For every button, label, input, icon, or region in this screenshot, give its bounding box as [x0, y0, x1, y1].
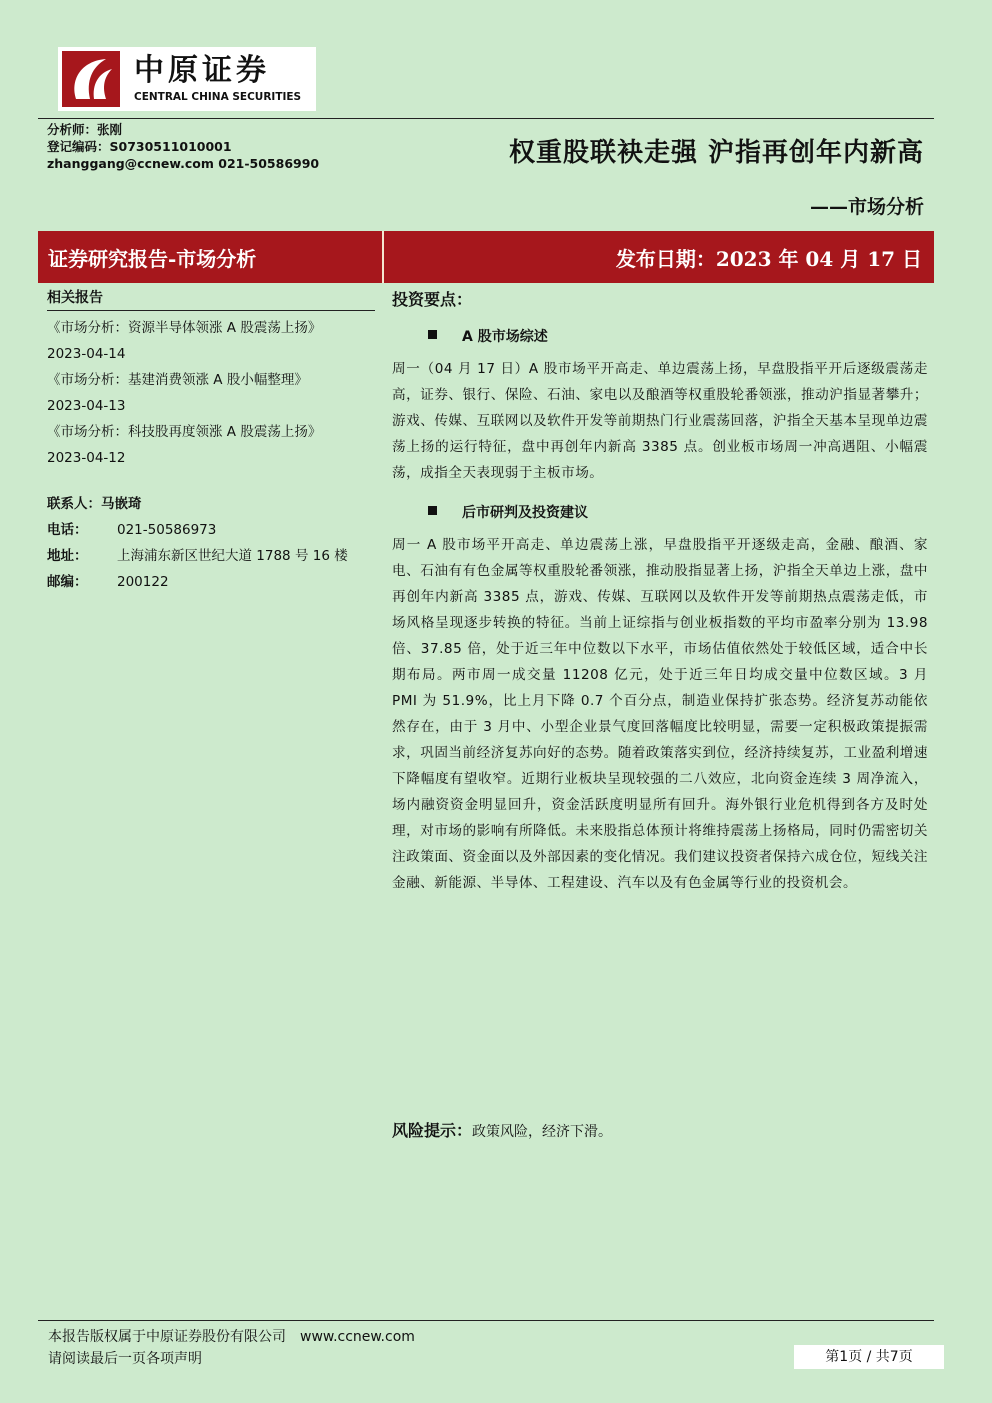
company-logo [58, 47, 316, 111]
report-title: 权重股联袂走强 沪指再创年内新高 [508, 138, 924, 168]
related-report-date: 2023-04-14 [47, 346, 126, 362]
related-report-title[interactable]: 《市场分析：基建消费领涨 A 股小幅整理》 [47, 372, 308, 388]
section-outlook-heading [392, 502, 928, 522]
header-rule [38, 118, 934, 119]
analyst-info [47, 121, 319, 172]
contact-address-row [47, 543, 377, 569]
contact-phone: 021-50586973 [117, 522, 217, 538]
related-report-date: 2023-04-13 [47, 398, 126, 414]
contact-person: 马嵌琦 [101, 496, 142, 512]
investment-highlights-heading: 投资要点： [392, 290, 473, 309]
contact-address-label: 地址： [47, 548, 88, 564]
logo-cn-text: 中原证券 [134, 53, 270, 88]
risk-notice [392, 1118, 612, 1141]
risk-label: 风险提示： [392, 1121, 473, 1140]
logo-en-text: CENTRAL CHINA SECURITIES [134, 91, 302, 103]
contact-info [47, 491, 377, 595]
banner-divider [382, 231, 384, 283]
analyst-name: 分析师：张刚 [47, 122, 123, 137]
footer-copyright: 本报告版权属于中原证券股份有限公司 [48, 1329, 286, 1345]
footer-disclaimer: 请阅读最后一页各项声明 [48, 1351, 202, 1367]
related-report-title[interactable]: 《市场分析：科技股再度领涨 A 股震荡上扬》 [47, 424, 322, 440]
outlook-paragraph: 周一 A 股市场平开高走、单边震荡上涨，早盘股指平开逐级走高，金融、酿酒、家电、石油有有色金属等权重股轮番领涨，推动股指显著上扬，沪指全天单边上涨，盘中再创年内新高 3385 点，游戏、传媒、互联网以及软件开发等前期热点震荡走低，市场风格呈现逐步转换的特征。当前上证综指与创业板指数的平均市盈率分别为 13.98 倍、37.85 倍，处于近三年中位数以下水平，市场估值依然处于较低区域，适合中长期布局。两市周一成交量 11208 亿元，处于近三年日均成交量中位数区域。3 月 PMI 为 51.9%，比上月下降 0.7 个百分点，制造业保持扩张态势。经济复苏动能依然存在，由于 3 月中、小型企业景气度回落幅度比较明显，需要一定积极政策提振需求，巩固当前经济复苏向好的态势。随着政策落实到位，经济持续复苏，工业盈利增速下降幅度有望收窄。近期行业板块呈现较强的二八效应，北向资金连续 3 周净流入，场内融资资金明显回升，资金活跃度明显所有回升。海外银行业危机得到各方及时处理，对市场的影响有所降低。未来股指总体预计将维持震荡上扬格局，同时仍需密切关注政策面、资金面以及外部因素的变化情况。我们建议投资者保持六成仓位，短线关注金融、新能源、半导体、工程建设、汽车以及有色金属等行业的投资机会。 [392, 537, 928, 891]
contact-address: 上海浦东新区世纪大道 1788 号 16 楼 [117, 548, 348, 564]
market-review-paragraph: 周一（04 月 17 日）A 股市场平开高走、单边震荡上扬，早盘股指平开后逐级震荡走高，证券、银行、保险、石油、家电以及酿酒等权重股轮番领涨，推动沪指显著攀升；游戏、传媒、互联网以及软件开发等前期热门行业震荡回落，沪指全天基本呈现单边震荡上扬的运行特征，盘中再创年内新高 3385 点。创业板市场周一冲高遇阻、小幅震荡，成指全天表现弱于主板市场。 [392, 361, 928, 481]
footer-rule [38, 1320, 934, 1321]
related-reports-list [47, 315, 377, 471]
report-banner [38, 231, 934, 283]
bullet-square-icon [428, 330, 437, 339]
footer-url-link[interactable]: www.ccnew.com [300, 1329, 415, 1345]
contact-person-row [47, 491, 377, 517]
sidebar [47, 287, 377, 595]
banner-publish-date: 发布日期：2023 年 04 月 17 日 [615, 247, 922, 271]
contact-person-label: 联系人： [47, 496, 101, 512]
contact-phone-row [47, 517, 377, 543]
contact-phone-label: 电话： [47, 522, 88, 538]
section-title: A 股市场综述 [462, 329, 548, 345]
contact-zip-row [47, 569, 377, 595]
related-report-title[interactable]: 《市场分析：资源半导体领涨 A 股震荡上扬》 [47, 320, 322, 336]
main-content [392, 287, 928, 896]
report-subtitle: ——市场分析 [809, 196, 924, 218]
section-title: 后市研判及投资建议 [462, 505, 588, 521]
related-report-date: 2023-04-12 [47, 450, 126, 466]
risk-text: 政策风险，经济下滑。 [472, 1124, 613, 1140]
contact-zip-label: 邮编： [47, 574, 88, 590]
analyst-registration: 登记编码：S0730511010001 [47, 139, 232, 154]
analyst-contact: zhanggang@ccnew.com 021-50586990 [47, 156, 320, 171]
contact-zip: 200122 [117, 574, 169, 590]
section-market-review-heading [392, 326, 928, 346]
bullet-square-icon [428, 506, 437, 515]
related-reports-heading: 相关报告 [47, 287, 375, 311]
page-number: 第1页 / 共7页 [794, 1345, 944, 1369]
logo-mark-icon [62, 51, 120, 107]
banner-report-type: 证券研究报告-市场分析 [48, 247, 257, 271]
footer-copyright-row [48, 1326, 415, 1346]
